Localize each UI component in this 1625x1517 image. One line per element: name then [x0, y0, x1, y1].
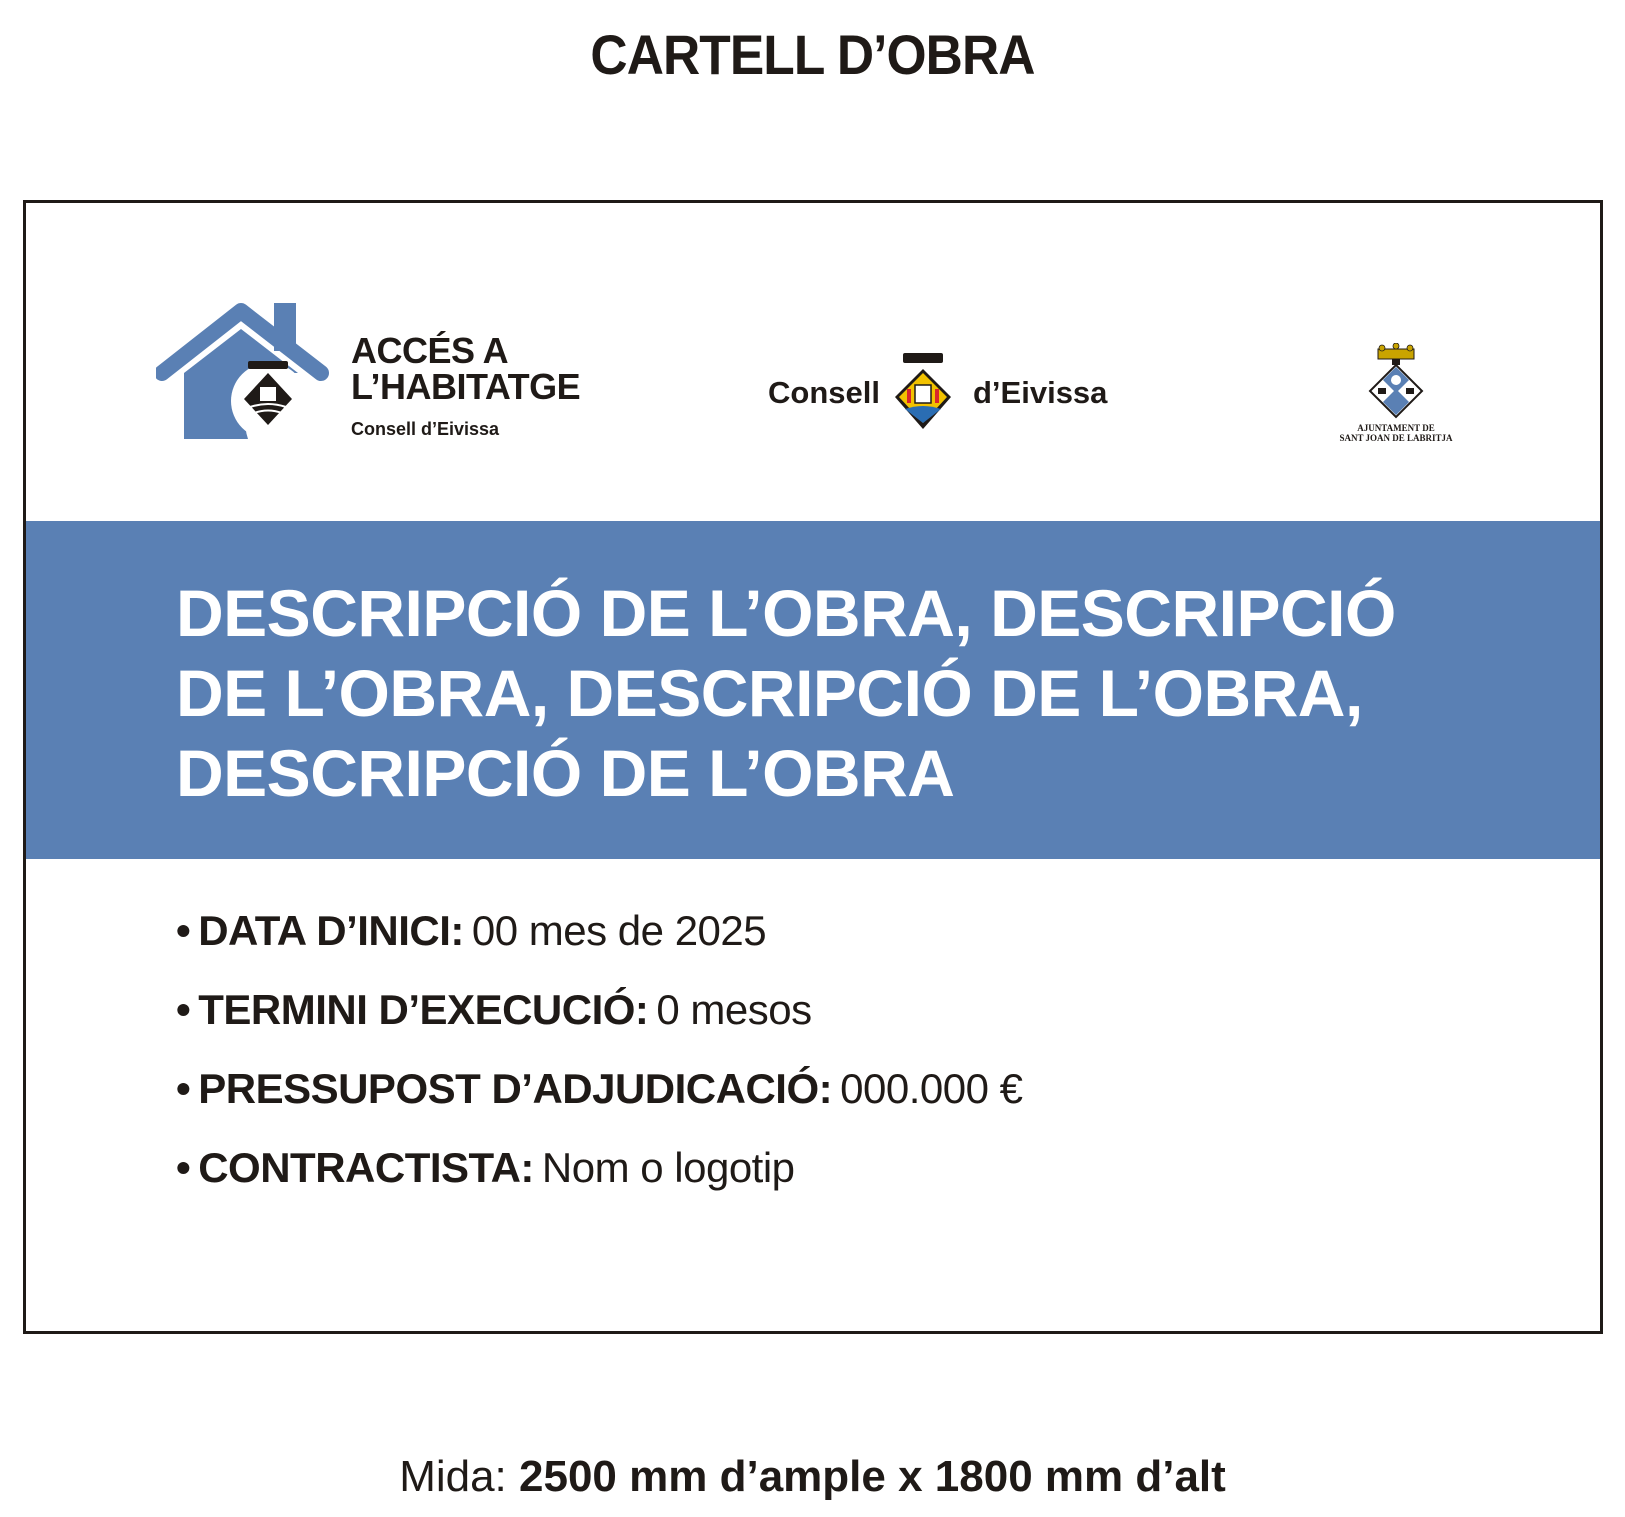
santjoan-line2: SANT JOAN DE LABRITJA [1339, 433, 1453, 443]
consell-logo [768, 353, 1128, 433]
detail-value: Nom o logotip [541, 1144, 795, 1191]
santjoan-text [1326, 423, 1466, 443]
detail-value: 000.000 € [840, 1065, 1023, 1112]
bullet: • [176, 907, 191, 954]
detail-execution-term [176, 970, 1476, 1049]
housing-subtitle: Consell d’Eivissa [351, 419, 500, 439]
housing-text [351, 330, 581, 440]
eivissa-word: d’Eivissa [973, 375, 1108, 410]
work-description: DESCRIPCIÓ DE L’OBRA, DESCRIPCIÓ DE L’OBRA, DESCRIPCIÓ DE L’OBRA, DESCRIPCIÓ DE L’OBRA [176, 576, 1396, 810]
bullet: • [176, 986, 191, 1033]
crest-icon [893, 353, 953, 433]
detail-label: PRESSUPOST D’ADJUDICACIÓ: [198, 1065, 833, 1112]
house-icon [156, 303, 331, 443]
housing-title-line1: ACCÉS A [351, 330, 509, 371]
bullet: • [176, 1144, 191, 1191]
construction-sign [23, 200, 1603, 1334]
description-band [26, 521, 1600, 859]
housing-logo [156, 303, 586, 453]
size-label: Mida: [399, 1452, 507, 1501]
detail-label: TERMINI D’EXECUCIÓ: [198, 986, 649, 1033]
details-list [176, 891, 1476, 1207]
detail-budget [176, 1049, 1476, 1128]
detail-start-date [176, 891, 1476, 970]
size-value: 2500 mm d’ample x 1800 mm d’alt [519, 1452, 1226, 1501]
municipal-crest-icon [1362, 343, 1430, 421]
detail-label: DATA D’INICI: [198, 907, 464, 954]
page-title: CARTELL D’OBRA [590, 23, 1035, 86]
detail-contractor [176, 1128, 1476, 1207]
detail-label: CONTRACTISTA: [198, 1144, 534, 1191]
santjoan-logo [1326, 343, 1466, 453]
consell-word: Consell [768, 375, 880, 410]
bullet: • [176, 1065, 191, 1112]
detail-value: 0 mesos [656, 986, 812, 1033]
santjoan-line1: AJUNTAMENT DE [1357, 423, 1435, 433]
size-note [0, 1452, 1625, 1502]
housing-title-line2: L’HABITATGE [351, 366, 581, 407]
detail-value: 00 mes de 2025 [471, 907, 767, 954]
